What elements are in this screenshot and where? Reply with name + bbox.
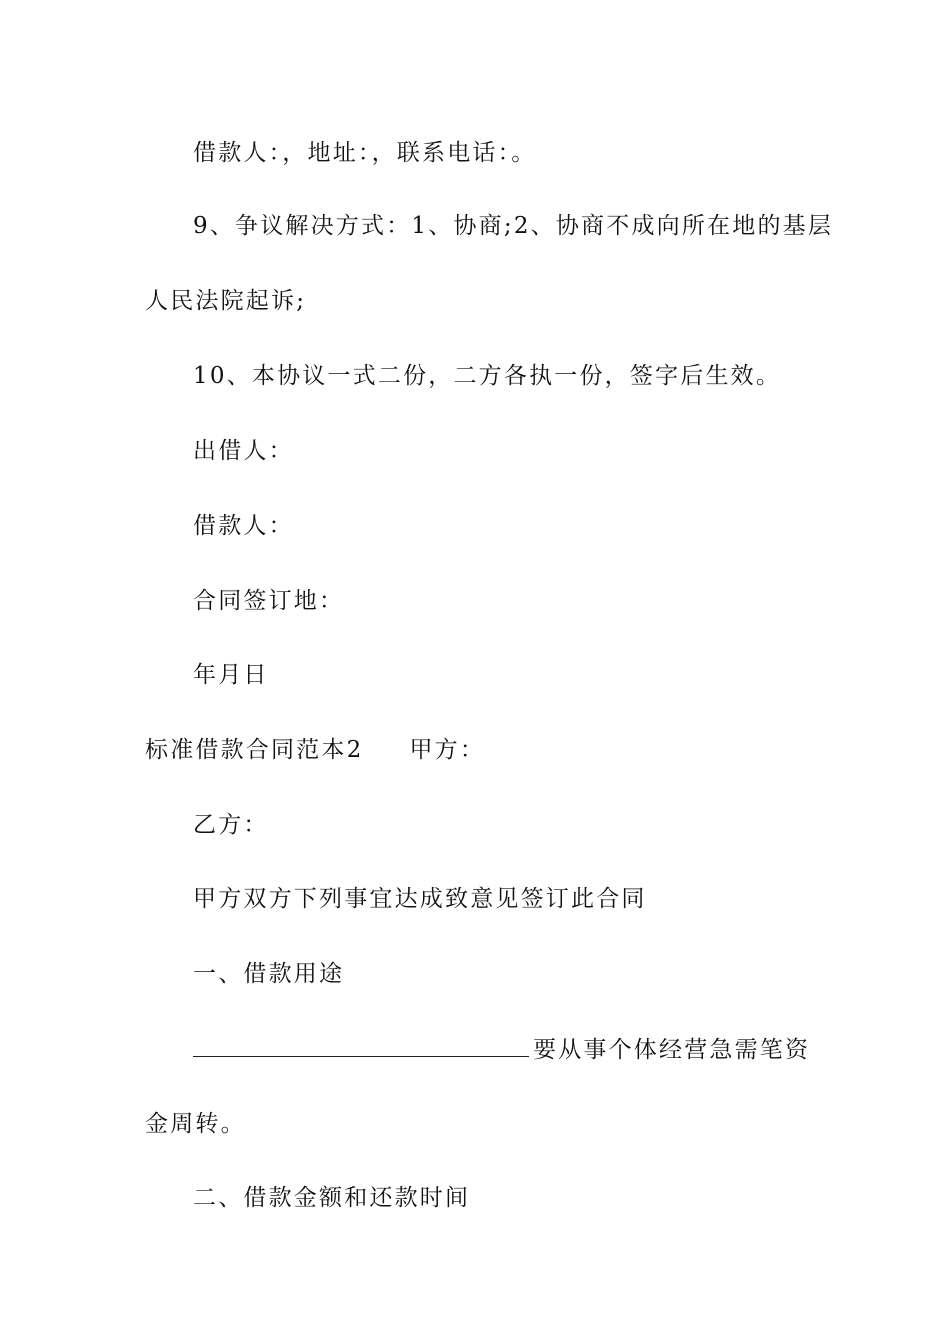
clause-9-dispute-resolution: 9、争议解决方式：1、协商;2、协商不成向所在地的基层 <box>193 213 834 239</box>
loan-purpose-continuation: 金周转。 <box>145 1111 246 1137</box>
borrower-contact-line: 借款人：，地址：，联系电话：。 <box>193 140 537 166</box>
loan-purpose-line <box>193 1034 810 1065</box>
lender-signature-label: 出借人： <box>193 438 294 464</box>
party-a-label: 甲方： <box>409 737 486 763</box>
contract-2-heading-line <box>145 735 485 765</box>
agreement-intro: 甲方双方下列事宜达成致意见签订此合同 <box>193 886 647 912</box>
clause-10-copies: 10、本协议一式二份，二方各执一份，签字后生效。 <box>193 363 782 389</box>
date-label: 年月日 <box>193 662 269 688</box>
clause-9-continuation: 人民法院起诉; <box>145 288 307 314</box>
loan-purpose-text: 要从事个体经营急需笔资 <box>533 1037 811 1063</box>
purpose-blank-field <box>193 1034 529 1057</box>
party-b-label: 乙方： <box>193 812 269 838</box>
section-2-heading: 二、借款金额和还款时间 <box>193 1185 471 1211</box>
contract-2-title: 标准借款合同范本2 <box>145 737 364 763</box>
signing-place-label: 合同签订地： <box>193 588 345 614</box>
section-1-heading: 一、借款用途 <box>193 961 345 987</box>
borrower-signature-label: 借款人： <box>193 513 294 539</box>
